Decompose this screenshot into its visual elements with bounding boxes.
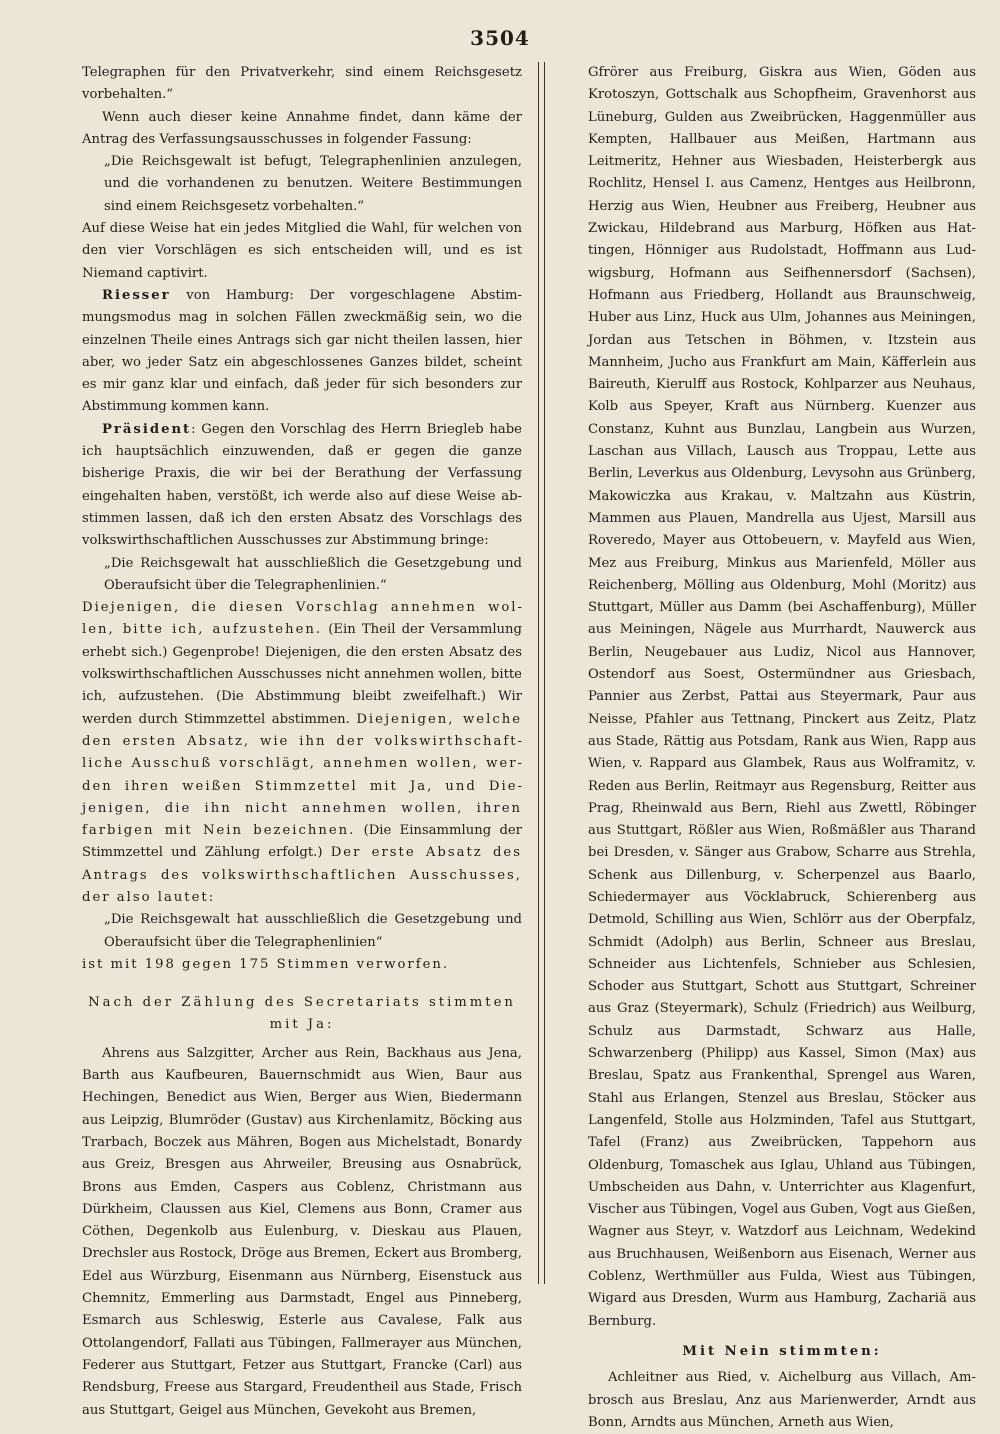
speech-riesser [82,285,522,419]
heading-nein-votes: Mit Nein stimmten: [682,1343,882,1359]
column-divider-line [544,62,545,1284]
spaced-text-b: Diejenigen, welche den ersten Absatz, wie ihn der volkswirthschaftliche Ausschuß vorschlägt, annehmen wollen, werden ihren weißen Stimmzettel mit Ja, und Diejenigen, die ihn nicht annehmen wollen, ihren farbigen mit Nein bezeichnen. [82,711,523,839]
speech-riesser-text: von Hamburg: Der vorgeschlagene Abstimmungsmodus mag in solchen Fällen zweckmäßig sein, wo die einzelnen Theile eines Antrags sich gar nicht theilen lassen, hier aber, wo jeder Satz ein abgeschlossenes Ganzes bildet, scheint es mir ganz klar und einfach, daß jeder für sich besonders zur Abstimmung kommen kann. [82,287,522,415]
spaced-text-a: Diejenigen, die diesen Vorschlag annehmen wollen, bitte ich, aufzustehen. [82,600,522,638]
speaker-name-riesser: Riesser [102,287,171,303]
vote-result: ist mit 198 gegen 175 Stimmen verworfen. [82,956,450,972]
column-divider-line [538,62,539,1284]
heading-ja-votes: Nach der Zählung des Secretariats stimmten mit Ja: [88,995,516,1033]
quoted-paragraph-first: „Die Reichsgewalt hat ausschließlich die Gesetzgebung und Oberaufsicht über die Telegraphenlinien.“ [104,555,522,593]
speaker-name-president: Präsident [102,421,192,437]
paragraph-choice: Auf diese Weise hat ein jedes Mitglied die Wahl, für welchen von den vier Vorschlägen es sich entscheiden will, und es ist Niemand captivirt. [82,221,522,281]
plain-text-a: (Ein Theil der Versammlung erhebt sich.) Gegenprobe! Diejenigen, die den ersten Absatz des volkswirthschaftlichen Ausschusses nicht annehmen wollen, bitte ich, aufzustehen. (Die Abstimmung bleibt zweifelhaft.) Wir werden durch Stimmzettel abstimmen. [82,622,522,727]
plain-text-b: (Die Einsammlung der Stimmzettel und Zählung erfolgt.) [82,823,522,861]
speech-president-text: : Gegen den Vorschlag des Herrn Briegleb habe ich hauptsächlich einzuwenden, daß er gegen die ganze bisherige Praxis, die wir bei der Berathung der Verfassung eingehalten haben, verstößt, ich werde also auf diese Weise abstimmen lassen, daß ich den ersten Absatz des Vorschlags des volkswirthschaftlichen Ausschusses zur Abstimmung bringe: [82,421,522,549]
left-column [82,62,523,1418]
ja-names-list-left: Ahrens aus Salzgitter, Archer aus Rein, Backhaus aus Jena, Barth aus Kaufbeuren, Bauernschmidt aus Wien, Baur aus Hechingen, Benedict aus Wien, Berger aus Wien, Biedermann aus Leipzig, Blumröder (Gustav) aus Kirchenlamitz, Böcking aus Trarbach, Boczek aus Mähren, Bogen aus Michelstadt, Bonardy aus Greiz, Bresgen aus Ahrweiler, Breusing aus Osnabrück, Brons aus Emden, Caspers aus Coblenz, Christmann aus Dürkheim, Claussen aus Kiel, Clemens aus Bonn, Cramer aus Cöthen, Degenkolb aus Eulenburg, v. Dieskau aus Plauen, Drechsler aus Rostock, Dröge aus Bremen, Eckert aus Bromberg, Edel aus Würzburg, Eisenmann aus Nürnberg, Eisenstuck aus Chemnitz, Emmerling aus Darmstadt, Engel aus Pinneberg, Esmarch aus Schleswig, Esterle aus Cavalese, Falk aus Ottolangendorf, Fallati aus Tübingen, Fallmerayer aus München, Federer aus Stuttgart, Fetzer aus Stuttgart, Francke (Carl) aus Rendsburg, Freese aus Stargard, Freudentheil aus Stade, Frisch aus Stuttgart, Geigel aus München, Gevekoht aus Bremen, [82,1045,522,1418]
paragraph-proposal-intro: Wenn auch dieser keine Annahme findet, dann käme der Antrag des Verfassungsausschusses in folgender Fassung: [82,109,522,147]
ja-names-list-right: Gfrörer aus Freiburg, Giskra aus Wien, Göden aus Krotoszyn, Gottschalk aus Schopfheim, Gravenhorst aus Lüneburg, Gulden aus Zweibrücken, Haggenmüller aus Kempten, Hallbauer aus Meißen, Hartmann aus Leitmeritz, Hehner aus Wiesbaden, Heisterbergk aus Rochlitz, Hensel I. aus Camenz, Hentges aus Heilbronn, Herzig aus Wien, Heubner aus Freiberg, Heubner aus Zwickau, Hildebrand aus Marburg, Höfken aus Hattingen, Hönniger aus Rudolstadt, Hoffmann aus Ludwigsburg, Hofmann aus Seifhennersdorf (Sachsen), Hofmann aus Friedberg, Hollandt aus Braunschweig, Huber aus Linz, Huck aus Ulm, Johannes aus Meiningen, Jordan aus Tetschen in Böhmen, v. Itzstein aus Mannheim, Jucho aus Frankfurt am Main, Käfferlein aus Baireuth, Kierulff aus Rostock, Kohlparzer aus Neuhaus, Kolb aus Speyer, Kraft aus Nürnberg. Kuenzer aus Constanz, Kuhnt aus Bunzlau, Langbein aus Wurzen, Laschan aus Villach, Lausch aus Troppau, Lette aus Berlin, Leverkus aus Oldenburg, Levysohn aus Grünberg, Makowiczka aus Krakau, v. Maltzahn aus Küstrin, Mammen aus Plauen, Mandrella aus Ujest, Marsill aus Roveredo, Mayer aus Ottobeuern, v. Mayfeld aus Wien, Mez aus Freiburg, Minkus aus Marienfeld, Möller aus Reichenberg, Mölling aus Oldenburg, Mohl (Moritz) aus Stuttgart, Müller aus Damm (bei Aschaffenburg), Müller aus Meiningen, Nägele aus Murrhardt, Nauwerck aus Berlin, Neugebauer aus Ludiz, Nicol aus Hannover, Ostendorf aus Soest, Ostermündner aus Griesbach, Pannier aus Zerbst, Pattai aus Steyermark, Paur aus Neisse, Pfahler aus Tettnang, Pinckert aus Zeitz, Platz aus Stade, Rättig aus Potsdam, Rank aus Wien, Rapp aus Wien, v. Rappard aus Glambek, Raus aus Wolframitz, v. Reden aus Berlin, Reitmayr aus Regensburg, Reitter aus Prag, Rheinwald aus Bern, Riehl aus Zwettl, Röbinger aus Stuttgart, Rößler aus Wien, Roßmäßler aus Tharand bei Dresden, v. Sänger aus Grabow, Scharre aus Strehla, Schenk aus Dillenburg, v. Scherpenzel aus Baarlo, Schiedermayer aus Vöcklabruck, Schierenberg aus Detmold, Schilling aus Wien, Schlörr aus der Oberpfalz, Schmidt (Adolph) aus Berlin, Schneer aus Breslau, Schneider aus Lichtenfels, Schnieber aus Schlesien, Schoder aus Stuttgart, Schott aus Stuttgart, Schreiner aus Graz (Steyermark), Schulz (Friedrich) aus Weilburg, Schulz aus Darmstadt, Schwarz aus Halle, Schwarzenberg (Philipp) aus Kassel, Simon (Max) aus Breslau, Spatz aus Frankenthal, Sprengel aus Waren, Stahl aus Erlangen, Stenzel aus Breslau, Stöcker aus Langenfeld, Stolle aus Holzminden, Tafel aus Stuttgart, Tafel (Franz) aus Zweibrücken, Tappehorn aus Oldenburg, Tomaschek aus Iglau, Uhland aus Tübingen, Umbscheiden aus Dahn, v. Unterrichter aus Klagenfurt, Vischer aus Tübingen, Vogel aus Guben, Vogt aus Gießen, Wagner aus Steyr, v. Watzdorf aus Leichnam, Wedekind aus Bruchhausen, Weißenborn aus Eisenach, Werner aus Coblenz, Werthmüller aus Fulda, Wiest aus Tübingen, Wigard aus Dresden, Wurm aus Hamburg, Zachariä aus Bernburg. [588,65,976,1329]
quoted-paragraph-second: „Die Reichsgewalt hat ausschließlich die Gesetzgebung und Oberaufsicht über die Telegraphenlinien“ [104,912,522,950]
right-column [588,62,976,1430]
speech-president [82,419,522,553]
nein-names-list: Achleitner aus Ried, v. Aichelburg aus Villach, Ambrosch aus Breslau, Anz aus Marienwerder, Arndt aus Bonn, Arndts aus München, Arneth aus Wien, [588,1370,976,1430]
spaced-text-c: Der erste Absatz des Antrags des volkswirthschaftlichen Ausschusses, der also lautet: [82,845,522,905]
quoted-proposal: „Die Reichsgewalt ist befugt, Telegraphenlinien anzulegen, und die vorhandenen zu benutzen. Weitere Bestimmungen sind einem Reichsgesetz vorbehalten.“ [104,154,522,214]
paragraph-voting-procedure [82,597,522,909]
page-number: 3504 [470,26,530,50]
paragraph-continuation: Telegraphen für den Privatverkehr, sind einem Reichsgesetz vorbehalten.“ [82,65,522,103]
